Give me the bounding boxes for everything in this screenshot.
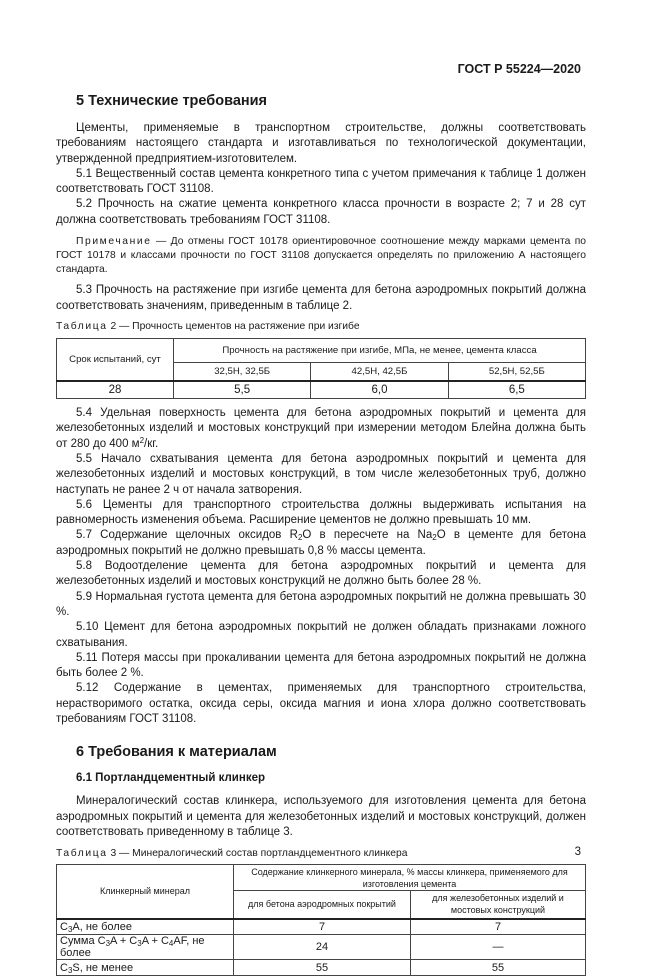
paragraph-5-10: 5.10 Цемент для бетона аэродромных покрытий не должен обладать признаками ложного схватывания. <box>56 621 586 649</box>
formula-sub: 3 <box>105 939 111 949</box>
table-3-header-concrete: для железобетонных изделий и мостовых конструкций <box>411 891 586 919</box>
table-3-caption-text: 3 — Минералогический состав портландцементного клинкера <box>107 848 408 860</box>
table-2-header-period: Срок испытаний, сут <box>57 339 174 381</box>
formula-part: Сумма C <box>60 935 106 948</box>
paragraph-5-5: 5.5 Начало схватывания цемента для бетона аэродромных покрытий и цемента для железобетонных изделий и мостовых конструкций, в том числе железобетонных труб, должно наступать не ранее 2 ч от начала затворения. <box>56 452 586 496</box>
table-3 <box>56 864 586 976</box>
formula-sub: 3 <box>67 924 73 934</box>
table-2-header-class: 52,5Н, 52,5Б <box>448 363 585 381</box>
table-3-caption-label: Таблица <box>56 848 108 860</box>
p5-4-sup: 2 <box>139 435 145 445</box>
table-3-header-airfield: для бетона аэродромных покрытий <box>234 891 411 919</box>
p5-4-text: 5.4 Удельная поверхность цемента для бетона аэродромных покрытий и цемента для железобетонных изделий и мостовых конструкций при измерении методом Блейна должна быть от 280 до 400 м <box>56 407 586 450</box>
formula-sub: 4 <box>168 939 174 949</box>
formula-part: A, не более <box>72 920 132 933</box>
table-2-header-group: Прочность на растяжение при изгибе, МПа, не менее, цемента класса <box>174 339 586 363</box>
paragraph-5-12: 5.12 Содержание в цементах, применяемых для транспортного строительства, нерастворимого остатка, оксида серы, оксида магния и иона хлора должно соответствовать требованиям ГОСТ 31108. <box>56 682 586 725</box>
formula-part: C <box>60 961 68 974</box>
section-6-title: 6 Требования к материалам <box>76 744 277 761</box>
table-2-caption-label: Таблица <box>56 321 108 333</box>
section-5-title: 5 Технические требования <box>76 93 268 109</box>
table-3-cell-mineral <box>57 960 234 976</box>
table-3-cell-concrete: 7 <box>411 919 586 935</box>
table-2-caption-text: 2 — Прочность цементов на растяжение при изгибе <box>107 321 360 333</box>
formula-sub: 3 <box>67 965 73 975</box>
table-2-cell-value: 5,5 <box>174 381 311 399</box>
table-2-caption <box>56 320 586 334</box>
p5-7-sub-2: 2 <box>432 533 437 543</box>
paragraph-5-1: 5.1 Вещественный состав цемента конкретного типа с учетом примечания к таблице 1 должен соответствовать ГОСТ 31108. <box>56 167 586 196</box>
paragraph-5-9: 5.9 Нормальная густота цемента для бетона аэродромных покрытий не должна превышать 30 %. <box>56 590 586 618</box>
table-3-cell-mineral <box>57 919 234 935</box>
formula-part: AF, не более <box>60 935 205 960</box>
note-label: Примечание <box>76 236 152 248</box>
subsection-6-1-title: 6.1 Портландцементный клинкер <box>76 772 265 785</box>
table-3-cell-concrete: — <box>411 935 586 960</box>
table-2-cell-value: 6,5 <box>448 381 585 399</box>
formula-sub: 3 <box>137 939 142 949</box>
table-3-header-group: Содержание клинкерного минерала, % массы клинкера, применяемого для изготовления цемента <box>234 865 586 891</box>
page-content <box>56 92 586 976</box>
p5-7-text-a: 5.7 Содержание щелочных оксидов R <box>76 529 298 542</box>
paragraph-5-2: 5.2 Прочность на сжатие цемента конкретного класса прочности в возрасте 2; 7 и 28 сут должна соответствовать требованиям ГОСТ 31108. <box>56 198 586 226</box>
document-id: ГОСТ Р 55224—2020 <box>457 62 581 76</box>
paragraph-6-1: Минералогический состав клинкера, используемого для изготовления цемента для бетона аэродромных покрытий и цемента для железобетонных изделий и мостовых конструкций, должен соответствовать приведенному в таблице 3. <box>56 795 586 838</box>
section-5-intro: Цементы, применяемые в транспортном строительстве, должны соответствовать требованиям настоящего стандарта и изготавливаться по технологической документации, утвержденной предприятием-изготовителем. <box>56 122 586 165</box>
formula-part: S, не менее <box>72 961 134 974</box>
note-text: — До отмены ГОСТ 10178 ориентировочное соотношение между марками цемента по ГОСТ 10178 и классами прочности по ГОСТ 31108 допускается определять по приложению А настоящего стандарта. <box>56 236 586 275</box>
p5-4-unit: /кг. <box>144 437 159 450</box>
table-3-caption <box>56 847 586 861</box>
formula-part: A + C <box>110 935 138 948</box>
table-3-cell-concrete: 55 <box>411 960 586 976</box>
table-3-cell-airfield: 55 <box>234 960 411 976</box>
table-2-cell-period: 28 <box>57 381 174 399</box>
table-3-header-mineral: Клинкерный минерал <box>57 865 234 919</box>
table-3-cell-airfield: 7 <box>234 919 411 935</box>
page-number: 3 <box>574 846 581 858</box>
paragraph-5-11: 5.11 Потеря массы при прокаливании цемента для бетона аэродромных покрытий не должна быть более 2 %. <box>56 651 586 680</box>
paragraph-5-6: 5.6 Цементы для транспортного строительства должны выдерживать испытания на равномерность изменения объема. Расширение цементов не должно превышать 10 мм. <box>56 498 586 527</box>
table-3-cell-mineral <box>57 935 234 960</box>
paragraph-5-8: 5.8 Водоотделение цемента для бетона аэродромных покрытий и цемента для железобетонных изделий и мостовых конструкций не должно быть более 28 %. <box>56 560 586 588</box>
table-2 <box>56 338 586 399</box>
formula-part: C <box>60 920 68 933</box>
paragraph-5-3: 5.3 Прочность на растяжение при изгибе цемента для бетона аэродромных покрытий должна соответствовать значениям, приведенным в таблице 2. <box>56 284 586 312</box>
note-5-2 <box>56 235 586 276</box>
table-3-cell-airfield: 24 <box>234 935 411 960</box>
table-2-header-class: 32,5Н, 32,5Б <box>174 363 311 381</box>
paragraph-5-4 <box>56 406 586 452</box>
p5-7-sub-1: 2 <box>297 533 303 543</box>
p5-7-text-b: O в пересчете на Na <box>302 529 433 542</box>
table-2-cell-value: 6,0 <box>311 381 448 399</box>
formula-part: A + C <box>141 935 169 948</box>
paragraph-5-7 <box>56 528 586 559</box>
p5-7-text-c: O в цементе для бетона аэродромных покрытий не должно превышать 0,8 % массы цемента. <box>56 529 587 557</box>
table-2-header-class: 42,5Н, 42,5Б <box>311 363 448 381</box>
